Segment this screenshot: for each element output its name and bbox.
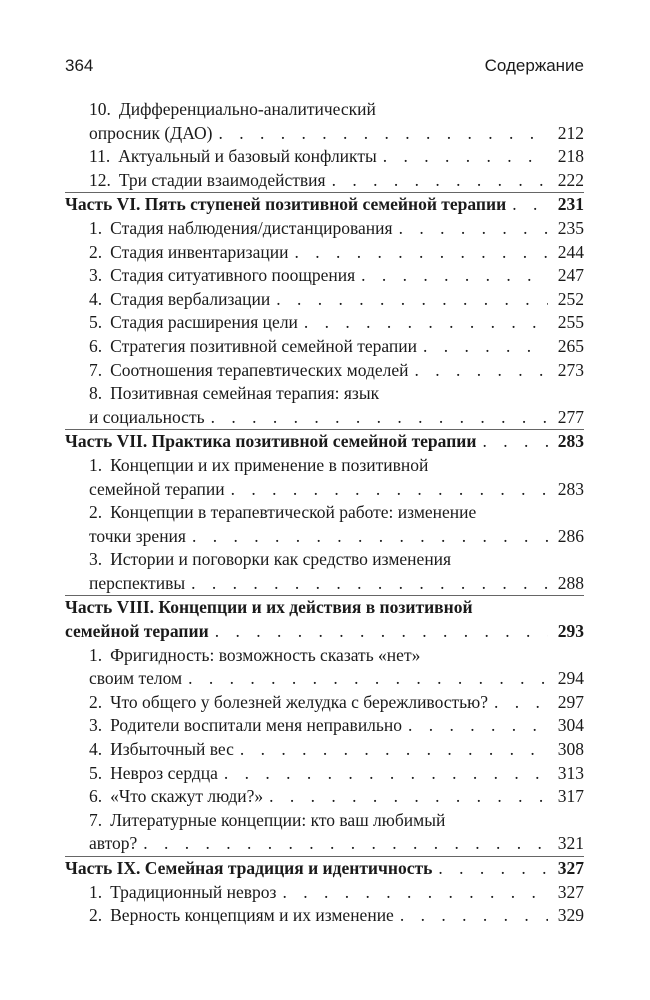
leader-dots <box>383 145 548 169</box>
leader-dots <box>282 881 548 905</box>
toc-entry-line <box>65 785 584 809</box>
leader-dots <box>240 738 548 762</box>
leader-dots <box>482 430 548 454</box>
toc-entry-line <box>65 359 584 383</box>
part-title-line <box>65 596 584 620</box>
running-title: Содержание <box>484 56 584 75</box>
toc-entry-line <box>65 122 584 146</box>
entry-page-number: 255 <box>557 312 584 333</box>
entry-number: 2. <box>89 905 103 926</box>
entry-title: Традиционный невроз <box>110 881 277 902</box>
toc-entry-line <box>65 714 584 738</box>
leader-dots <box>332 169 548 193</box>
entry-title: опросник (ДАО) <box>89 122 213 143</box>
entry-title: Стратегия позитивной семейной терапии <box>110 335 418 356</box>
toc-entry-line <box>65 762 584 786</box>
entry-number: 1. <box>89 644 103 665</box>
entry-number: 3. <box>89 549 103 570</box>
entry-title: Соотношения терапевтических моделей <box>110 359 409 380</box>
entry-number: 6. <box>89 335 103 356</box>
entry-title: «Что скажут люди?» <box>110 786 264 807</box>
leader-dots <box>188 667 548 691</box>
entry-title: Три стадии взаимодействия <box>118 169 326 190</box>
toc-entry-line <box>65 881 584 905</box>
entry-title: Избыточный вес <box>110 739 234 760</box>
leader-dots <box>215 620 548 644</box>
entry-page-number: 247 <box>557 265 584 286</box>
part-title: семейной терапии <box>65 621 209 642</box>
entry-number: 1. <box>89 217 103 238</box>
entry-page-number: 317 <box>557 786 584 807</box>
entry-page-number: 313 <box>557 762 584 783</box>
entry-title: перспективы <box>89 572 186 593</box>
entry-page-number: 212 <box>557 122 584 143</box>
leader-dots <box>269 785 548 809</box>
toc-entry-line <box>65 98 584 122</box>
entry-title: Концепции и их применение в позитивной <box>110 454 429 475</box>
toc-entry-line <box>65 288 584 312</box>
toc-entry-line <box>65 809 584 833</box>
entry-number: 10. <box>89 99 111 119</box>
toc-entry-line <box>65 501 584 525</box>
entry-page-number: 321 <box>557 833 584 854</box>
entry-page-number: 308 <box>557 739 584 760</box>
toc-entry-line <box>65 406 584 430</box>
entry-page-number: 252 <box>557 288 584 309</box>
toc-entry-line <box>65 169 584 193</box>
toc-entry-line <box>65 382 584 406</box>
entry-number: 2. <box>89 241 103 262</box>
entry-number: 2. <box>89 691 103 712</box>
toc-part <box>65 429 584 595</box>
entry-title: точки зрения <box>89 525 186 546</box>
toc-entry-line <box>65 335 584 359</box>
part-title-line <box>65 620 584 644</box>
entry-title: Концепции в терапевтической работе: изменение <box>110 502 477 523</box>
leader-dots <box>143 832 548 856</box>
entry-number: 11. <box>89 146 111 167</box>
toc-entry-line <box>65 572 584 596</box>
leader-dots <box>415 359 548 383</box>
part-title: Часть IX. Семейная традиция и идентичность <box>65 858 433 878</box>
part-title-line <box>65 430 584 454</box>
entry-title: семейной терапии <box>89 478 225 499</box>
leader-dots <box>294 241 548 265</box>
leader-dots <box>400 904 548 928</box>
entry-number: 5. <box>89 762 103 783</box>
entry-title: Что общего у болезней желудка с бережливостью? <box>110 691 488 712</box>
entry-number: 3. <box>89 265 103 286</box>
part-title-line <box>65 857 584 881</box>
entry-title: своим телом <box>89 668 183 689</box>
entry-title: Актуальный и базовый конфликты <box>118 146 377 167</box>
toc-entry-line <box>65 525 584 549</box>
entry-title: Стадия инвентаризации <box>110 241 289 262</box>
toc-entry-line <box>65 264 584 288</box>
toc-continuation <box>65 98 584 192</box>
entry-title: Истории и поговорки как средство изменения <box>110 549 452 570</box>
entry-page-number: 273 <box>557 359 584 380</box>
toc-entry-line <box>65 667 584 691</box>
entry-title: Позитивная семейная терапия: язык <box>110 383 380 404</box>
entry-title: Верность концепциям и их изменение <box>110 905 394 926</box>
entry-title: Фригидность: возможность сказать «нет» <box>110 644 421 665</box>
part-title: Часть VII. Практика позитивной семейной терапии <box>65 431 477 452</box>
leader-dots <box>408 714 548 738</box>
entry-number: 6. <box>89 786 103 807</box>
entry-page-number: 327 <box>557 881 584 902</box>
part-page-number: 231 <box>557 194 584 215</box>
leader-dots <box>211 406 548 430</box>
entry-number: 7. <box>89 809 103 830</box>
entry-number: 7. <box>89 359 103 380</box>
toc-part <box>65 192 584 429</box>
leader-dots <box>276 288 548 312</box>
leader-dots <box>423 335 548 359</box>
entry-page-number: 283 <box>557 478 584 499</box>
toc-entry-line <box>65 904 584 928</box>
entry-number: 3. <box>89 715 103 736</box>
entry-number: 1. <box>89 454 103 475</box>
entry-page-number: 329 <box>557 905 584 926</box>
toc-entry-line <box>65 217 584 241</box>
part-title: Часть VIII. Концепции и их действия в позитивной <box>65 597 473 618</box>
toc-entry-line <box>65 241 584 265</box>
entry-page-number: 235 <box>557 217 584 238</box>
leader-dots <box>224 762 548 786</box>
table-of-contents <box>65 98 584 928</box>
entry-title: и социальность <box>89 406 205 427</box>
entry-number: 4. <box>89 739 103 760</box>
entry-page-number: 294 <box>557 668 584 689</box>
entry-page-number: 304 <box>557 715 584 736</box>
entry-page-number: 288 <box>557 572 584 593</box>
part-page-number: 283 <box>557 431 584 452</box>
leader-dots <box>231 478 548 502</box>
entry-title: Невроз сердца <box>110 762 218 783</box>
toc-entry-line <box>65 478 584 502</box>
toc-entry-line <box>65 454 584 478</box>
running-header <box>65 56 584 80</box>
leader-dots <box>304 311 548 335</box>
part-title: Часть VI. Пять ступеней позитивной семейной терапии <box>65 194 507 215</box>
entry-number: 8. <box>89 383 103 404</box>
toc-entry-line <box>65 832 584 856</box>
entry-number: 12. <box>89 169 111 190</box>
entry-page-number: 218 <box>557 146 584 167</box>
entry-title: Стадия наблюдения/дистанцирования <box>110 217 393 238</box>
entry-page-number: 286 <box>557 525 584 546</box>
entry-page-number: 222 <box>557 169 584 190</box>
entry-title: автор? <box>89 833 138 854</box>
toc-entry-line <box>65 145 584 169</box>
part-page-number: 327 <box>557 858 584 878</box>
toc-entry-line <box>65 548 584 572</box>
leader-dots <box>361 264 548 288</box>
toc-entry-line <box>65 311 584 335</box>
leader-dots <box>399 217 548 241</box>
toc-entry-line <box>65 691 584 715</box>
entry-title: Стадия вербализации <box>110 288 271 309</box>
entry-title: Литературные концепции: кто ваш любимый <box>110 809 446 830</box>
entry-title: Стадия ситуативного поощрения <box>110 265 356 286</box>
entry-page-number: 297 <box>557 691 584 712</box>
toc-part <box>65 595 584 856</box>
entry-page-number: 265 <box>557 335 584 356</box>
leader-dots <box>191 572 548 596</box>
page-number: 364 <box>65 56 94 75</box>
entry-page-number: 244 <box>557 241 584 262</box>
entry-page-number: 277 <box>557 406 584 427</box>
toc-entry-line <box>65 644 584 668</box>
leader-dots <box>192 525 548 549</box>
entry-title: Дифференциально-аналитический <box>118 99 376 119</box>
leader-dots <box>438 857 548 881</box>
toc-part <box>65 856 584 928</box>
part-title-line <box>65 193 584 217</box>
entry-title: Родители воспитали меня неправильно <box>110 715 403 736</box>
entry-number: 5. <box>89 312 103 333</box>
leader-dots <box>218 122 548 146</box>
entry-number: 1. <box>89 881 103 902</box>
toc-entry-line <box>65 738 584 762</box>
leader-dots <box>494 691 548 715</box>
entry-number: 4. <box>89 288 103 309</box>
part-page-number: 293 <box>557 621 584 642</box>
leader-dots <box>512 193 548 217</box>
entry-number: 2. <box>89 502 103 523</box>
entry-title: Стадия расширения цели <box>110 312 298 333</box>
